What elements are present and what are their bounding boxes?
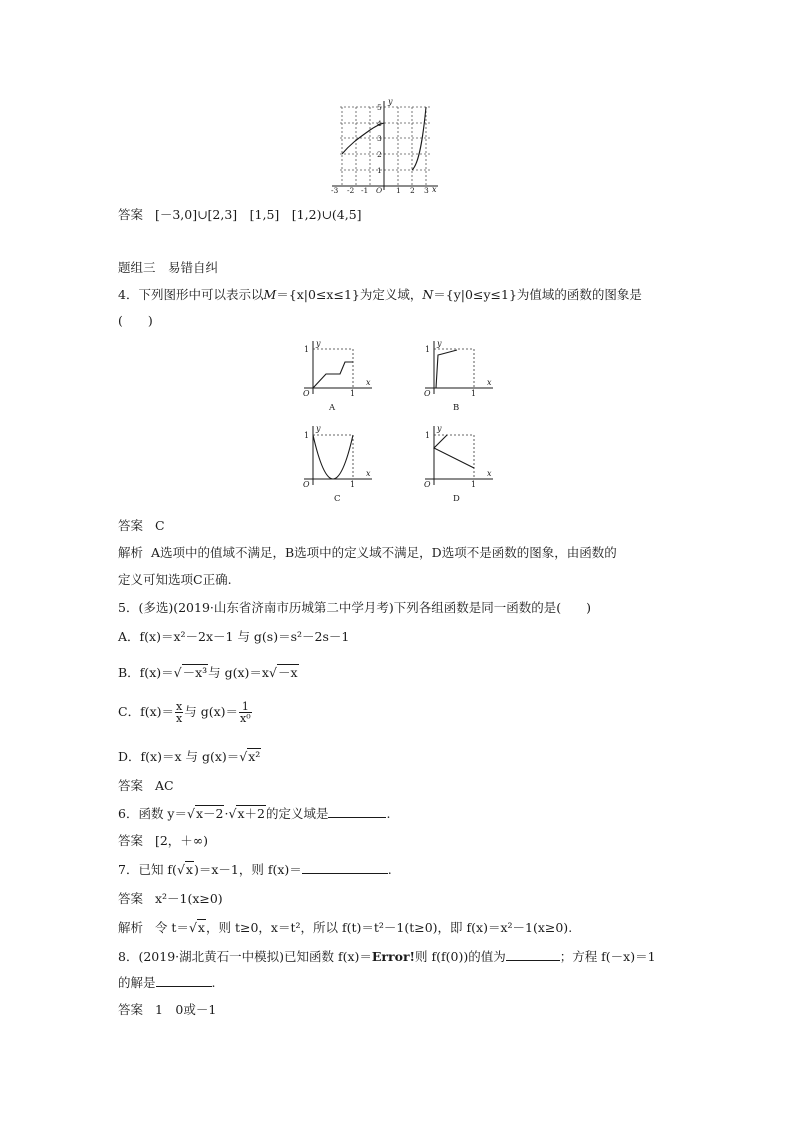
svg-text:y: y — [316, 424, 321, 433]
svg-text:x: x — [366, 469, 371, 478]
q5-option-a: A．f(x)＝x²－2x－1 与 g(s)＝s²－2s－1 — [118, 629, 350, 644]
q5-answer: 答案 AC — [118, 778, 174, 793]
option-c-label: C — [334, 494, 341, 503]
y-tick: 1 — [377, 166, 382, 175]
x-tick: 3 — [424, 186, 429, 194]
option-b-label: B — [453, 403, 460, 413]
q8-answer: 答案 1 0或－1 — [118, 1002, 217, 1017]
q7-stem: 7．已知 f(√ x)＝x－1，则 f(x)＝ . — [118, 860, 392, 878]
svg-text:1: 1 — [471, 480, 477, 489]
svg-text:1: 1 — [304, 345, 310, 354]
option-b-graph — [417, 338, 503, 418]
q8-line2: 的解是 . — [118, 975, 216, 990]
q6-stem: 6．函数 y＝√ x－2·√ x＋2的定义域是 . — [118, 804, 390, 822]
top-function-graph — [322, 98, 448, 194]
q5-stem: 5．(多选)(2019·山东省济南市历城第二中学月考)下列各组函数是同一函数的是( ) — [118, 600, 591, 615]
answer-label: 答案 — [118, 207, 144, 222]
q4-options-paren: ( ) — [118, 313, 153, 328]
svg-text:y: y — [437, 424, 442, 433]
q5-option-b: B．f(x)＝√ －x³与 g(x)＝x√ －x — [118, 663, 299, 681]
svg-text:1: 1 — [471, 389, 477, 398]
option-c-graph — [296, 423, 382, 503]
q7-analysis: 解析 令 t＝√ x，则 t≥0，x＝t²，所以 f(t)＝t²－1(t≥0)，即 f(x)＝x²－1(x≥0). — [118, 918, 572, 936]
q4-answer: 答案 C — [118, 518, 165, 533]
q4-analysis-line2: 定义可知选项C正确. — [118, 572, 232, 587]
svg-text:1: 1 — [350, 389, 356, 398]
q4-analysis-line1: 解析 A选项中的值域不满足，B选项中的定义域不满足，D选项不是函数的图象，由函数的 — [118, 545, 617, 560]
q8-stem: 8．(2019·湖北黄石一中模拟)已知函数 f(x)＝Error!则 f(f(0))的值为 ；方程 f(－x)＝1 — [118, 949, 656, 964]
axis-x-label: x — [432, 185, 437, 194]
option-a-label: A — [329, 403, 336, 413]
y-tick: 3 — [377, 134, 382, 143]
svg-text:y: y — [437, 339, 442, 348]
q6-answer: 答案 [2，＋∞) — [118, 833, 209, 848]
svg-text:y: y — [316, 339, 321, 348]
svg-text:O: O — [303, 389, 310, 398]
svg-text:1: 1 — [304, 431, 310, 440]
option-d-label: D — [453, 494, 460, 503]
svg-text:O: O — [424, 480, 431, 489]
svg-text:1: 1 — [350, 480, 356, 489]
axis-y-label: y — [388, 98, 393, 106]
x-tick: -1 — [361, 186, 369, 194]
svg-text:x: x — [487, 378, 492, 387]
svg-text:x: x — [487, 469, 492, 478]
x-tick: 1 — [396, 186, 401, 194]
svg-text:1: 1 — [425, 431, 431, 440]
origin-label: O — [376, 186, 383, 194]
answer-text: [－3,0]∪[2,3] [1,5] [1,2)∪(4,5] — [154, 207, 362, 222]
svg-text:O: O — [424, 389, 431, 398]
svg-text:1: 1 — [425, 345, 431, 354]
section-title: 题组三 易错自纠 — [118, 260, 219, 275]
q5-option-c: C．f(x)＝ $\frac{x}{x}$ 与 g(x)＝ $\frac{1}{\text{x⁰}}$ — [118, 700, 251, 725]
q7-answer: 答案 x²－1(x≥0) — [118, 891, 223, 906]
q5-option-d: D．f(x)＝x 与 g(x)＝√ x² — [118, 747, 261, 765]
q4-stem: 4．下列图形中可以表示以M＝{x|0≤x≤1}为定义域，N＝{y|0≤y≤1}为值域的函数的图象是 — [118, 287, 642, 302]
answer-line-top — [118, 205, 362, 223]
y-tick: 5 — [377, 103, 382, 112]
svg-text:O: O — [303, 480, 310, 489]
x-tick: -3 — [331, 186, 339, 194]
svg-text:x: x — [366, 378, 371, 387]
x-tick: -2 — [347, 186, 355, 194]
option-a-graph — [296, 338, 382, 418]
y-tick: 2 — [377, 150, 382, 159]
x-tick: 2 — [410, 186, 415, 194]
y-tick: 4 — [377, 119, 382, 128]
option-d-graph — [417, 423, 503, 503]
